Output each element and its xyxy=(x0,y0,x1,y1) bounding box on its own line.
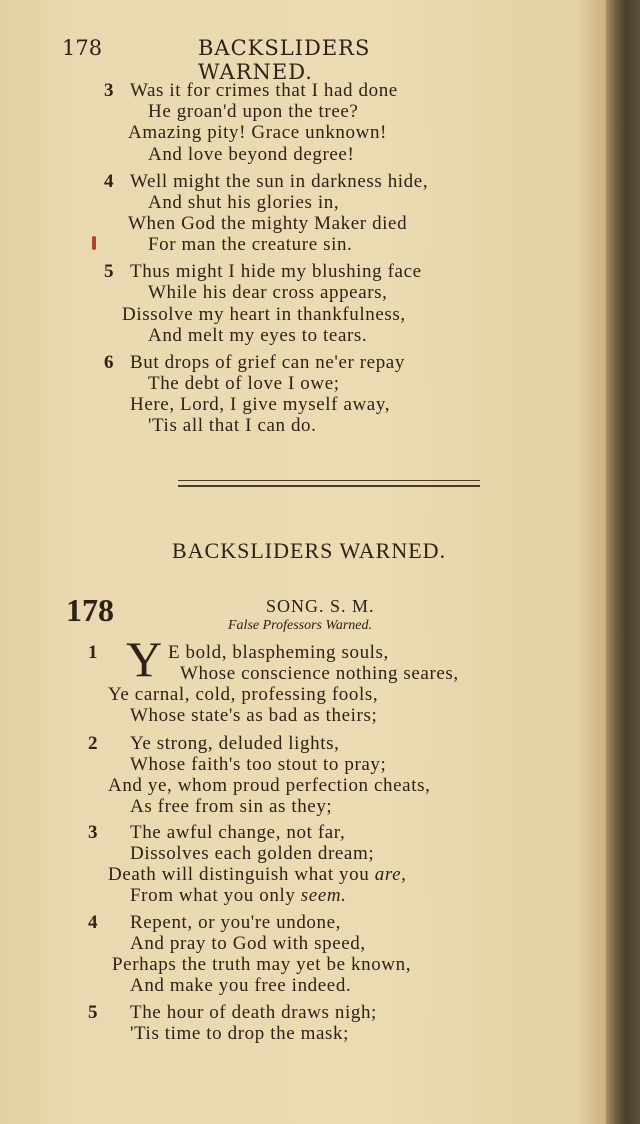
verse-line: Whose conscience nothing seares, xyxy=(180,663,459,684)
verse-line: E bold, blaspheming souls, xyxy=(168,642,389,663)
verse-number: 4 xyxy=(88,912,98,933)
verse-line: Dissolve my heart in thankfulness, xyxy=(122,304,406,325)
verse-line: Whose state's as bad as theirs; xyxy=(130,705,378,726)
verse-line: And shut his glories in, xyxy=(148,192,340,213)
verse-line: Was it for crimes that I had done xyxy=(130,80,398,101)
verse-line: While his dear cross appears, xyxy=(148,282,388,303)
verse-line: The debt of love I owe; xyxy=(148,373,340,394)
hymn-number: 178 xyxy=(66,592,114,628)
verse-line: And ye, whom proud perfection cheats, xyxy=(108,775,431,796)
ink-mark xyxy=(92,236,96,250)
verse-line: For man the creature sin. xyxy=(148,234,353,255)
verse-number: 4 xyxy=(104,171,114,192)
verse-number: 1 xyxy=(88,642,98,663)
italic-word: are, xyxy=(374,864,407,885)
verse-line: Amazing pity! Grace unknown! xyxy=(128,122,387,143)
italic-word: seem. xyxy=(300,885,347,906)
verse-line: Repent, or you're undone, xyxy=(130,912,342,933)
section-heading: BACKSLIDERS WARNED. xyxy=(172,538,447,563)
verse-line: 'Tis time to drop the mask; xyxy=(130,1023,349,1044)
verse-line xyxy=(130,885,347,907)
verse-number: 2 xyxy=(88,733,98,754)
verse-line: And make you free indeed. xyxy=(130,975,352,996)
verse-line: And melt my eyes to tears. xyxy=(148,325,368,346)
verse-line: 'Tis all that I can do. xyxy=(148,415,317,436)
hymn-tune: SONG. S. M. xyxy=(266,596,375,616)
verse-line: Whose faith's too stout to pray; xyxy=(130,754,387,775)
verse-line: Thus might I hide my blushing face xyxy=(130,261,422,282)
verse-number: 3 xyxy=(104,80,114,101)
running-head xyxy=(62,36,482,84)
verse-number: 5 xyxy=(104,261,114,282)
verse-line: When God the mighty Maker died xyxy=(128,213,408,234)
divider-rule xyxy=(178,485,480,487)
book-binding xyxy=(606,0,640,1124)
verse-line: Here, Lord, I give myself away, xyxy=(130,394,391,415)
verse-line: Well might the sun in darkness hide, xyxy=(130,171,429,192)
verse-line-text: From what you only xyxy=(130,885,296,906)
verse-line: And pray to God with speed, xyxy=(130,933,366,954)
verse-line: Dissolves each golden dream; xyxy=(130,843,375,864)
verse-number: 5 xyxy=(88,1002,98,1023)
verse-line: Ye strong, deluded lights, xyxy=(130,733,340,754)
drop-cap: Y xyxy=(126,631,163,687)
verse-line xyxy=(108,864,407,886)
verse-line-text: Death will distinguish what you xyxy=(108,864,370,885)
page-number: 178 xyxy=(62,36,103,60)
verse-number: 6 xyxy=(104,352,114,373)
hymn-subtitle: False Professors Warned. xyxy=(228,618,373,633)
verse-line: The awful change, not far, xyxy=(130,822,346,843)
verse-line: The hour of death draws nigh; xyxy=(130,1002,377,1023)
verse-line: Perhaps the truth may yet be known, xyxy=(112,954,412,975)
verse-line: But drops of grief can ne'er repay xyxy=(130,352,405,373)
verse-line: Ye carnal, cold, professing fools, xyxy=(108,684,379,705)
running-title: BACKSLIDERS WARNED. xyxy=(198,36,371,84)
verse-line: And love beyond degree! xyxy=(148,144,355,165)
verse-line: He groan'd upon the tree? xyxy=(148,101,359,122)
divider-rule xyxy=(178,480,480,481)
verse-line: As free from sin as they; xyxy=(130,796,333,817)
verse-number: 3 xyxy=(88,822,98,843)
